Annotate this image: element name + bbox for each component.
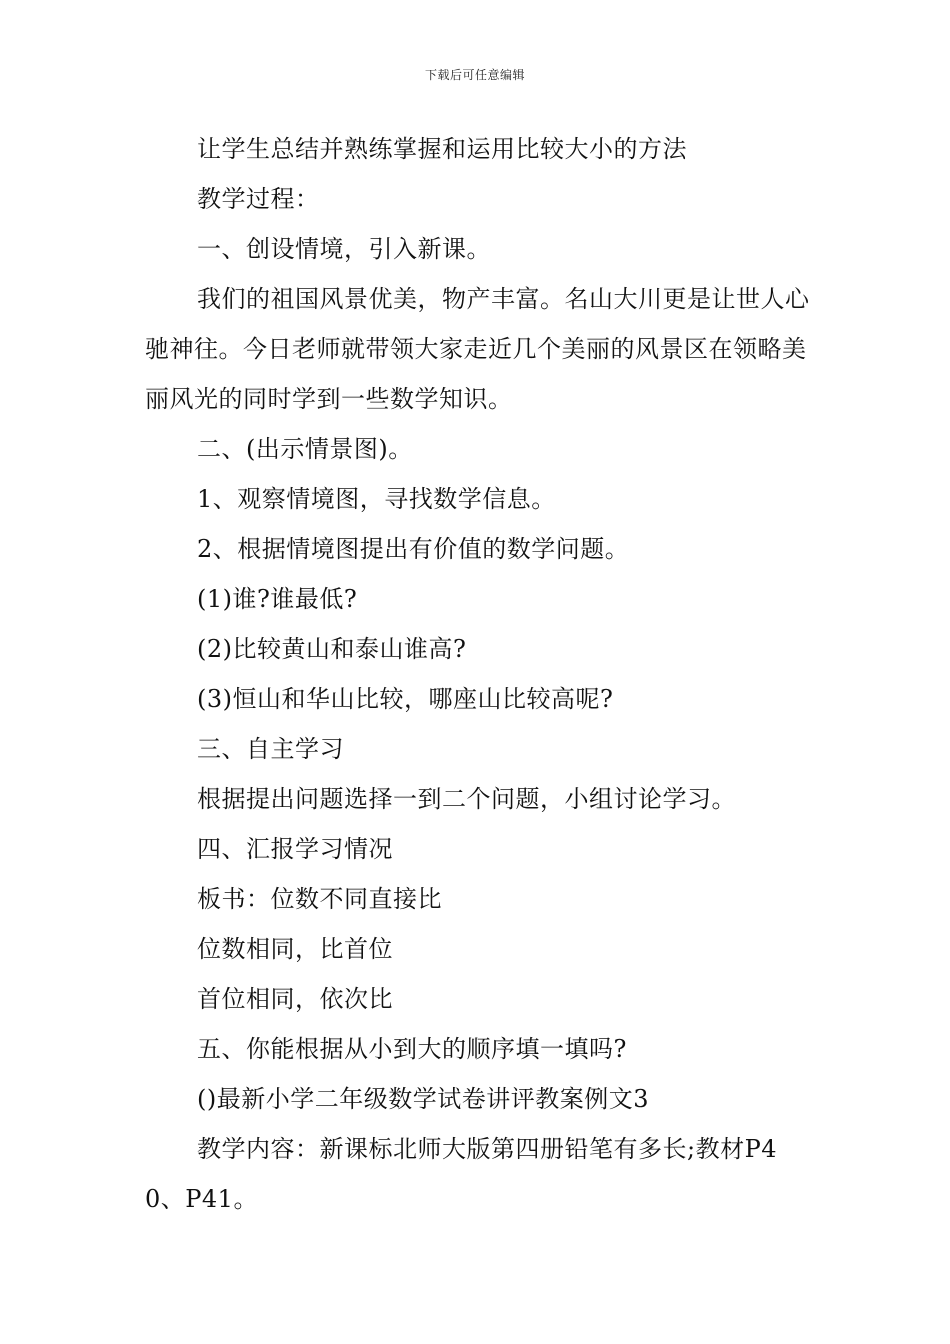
paragraph: (1)谁?谁最低?	[197, 585, 358, 613]
document-body	[145, 124, 813, 1224]
paragraph: 四、汇报学习情况	[197, 835, 393, 863]
paragraph: 位数相同，比首位	[197, 935, 393, 963]
paragraph: ()最新小学二年级数学试卷讲评教案例文3	[197, 1085, 649, 1113]
paragraph: (2)比较黄山和泰山谁高?	[197, 635, 467, 663]
paragraph: 一、创设情境，引入新课。	[197, 235, 491, 263]
paragraph: 让学生总结并熟练掌握和运用比较大小的方法	[197, 135, 687, 163]
paragraph: 教学过程：	[197, 185, 320, 213]
paragraph: 教学内容：新课标北师大版第四册铅笔有多长;教材P40、P41。	[145, 1135, 778, 1213]
paragraph: 三、自主学习	[197, 735, 344, 763]
paragraph: 二、(出示情景图)。	[197, 435, 413, 463]
paragraph: 1、观察情境图，寻找数学信息。	[197, 485, 556, 513]
paragraph: 我们的祖国风景优美，物产丰富。名山大川更是让世人心驰神往。今日老师就带领大家走近几个美丽的风景区在领略美丽风光的同时学到一些数学知识。	[145, 285, 810, 413]
paragraph: (3)恒山和华山比较，哪座山比较高呢?	[197, 685, 614, 713]
paragraph: 首位相同，依次比	[197, 985, 393, 1013]
page-header: 下载后可任意编辑	[424, 68, 525, 82]
paragraph: 板书：位数不同直接比	[197, 885, 442, 913]
paragraph: 2、根据情境图提出有价值的数学问题。	[197, 535, 630, 563]
paragraph: 根据提出问题选择一到二个问题，小组讨论学习。	[197, 785, 736, 813]
paragraph: 五、你能根据从小到大的顺序填一填吗?	[197, 1035, 627, 1063]
